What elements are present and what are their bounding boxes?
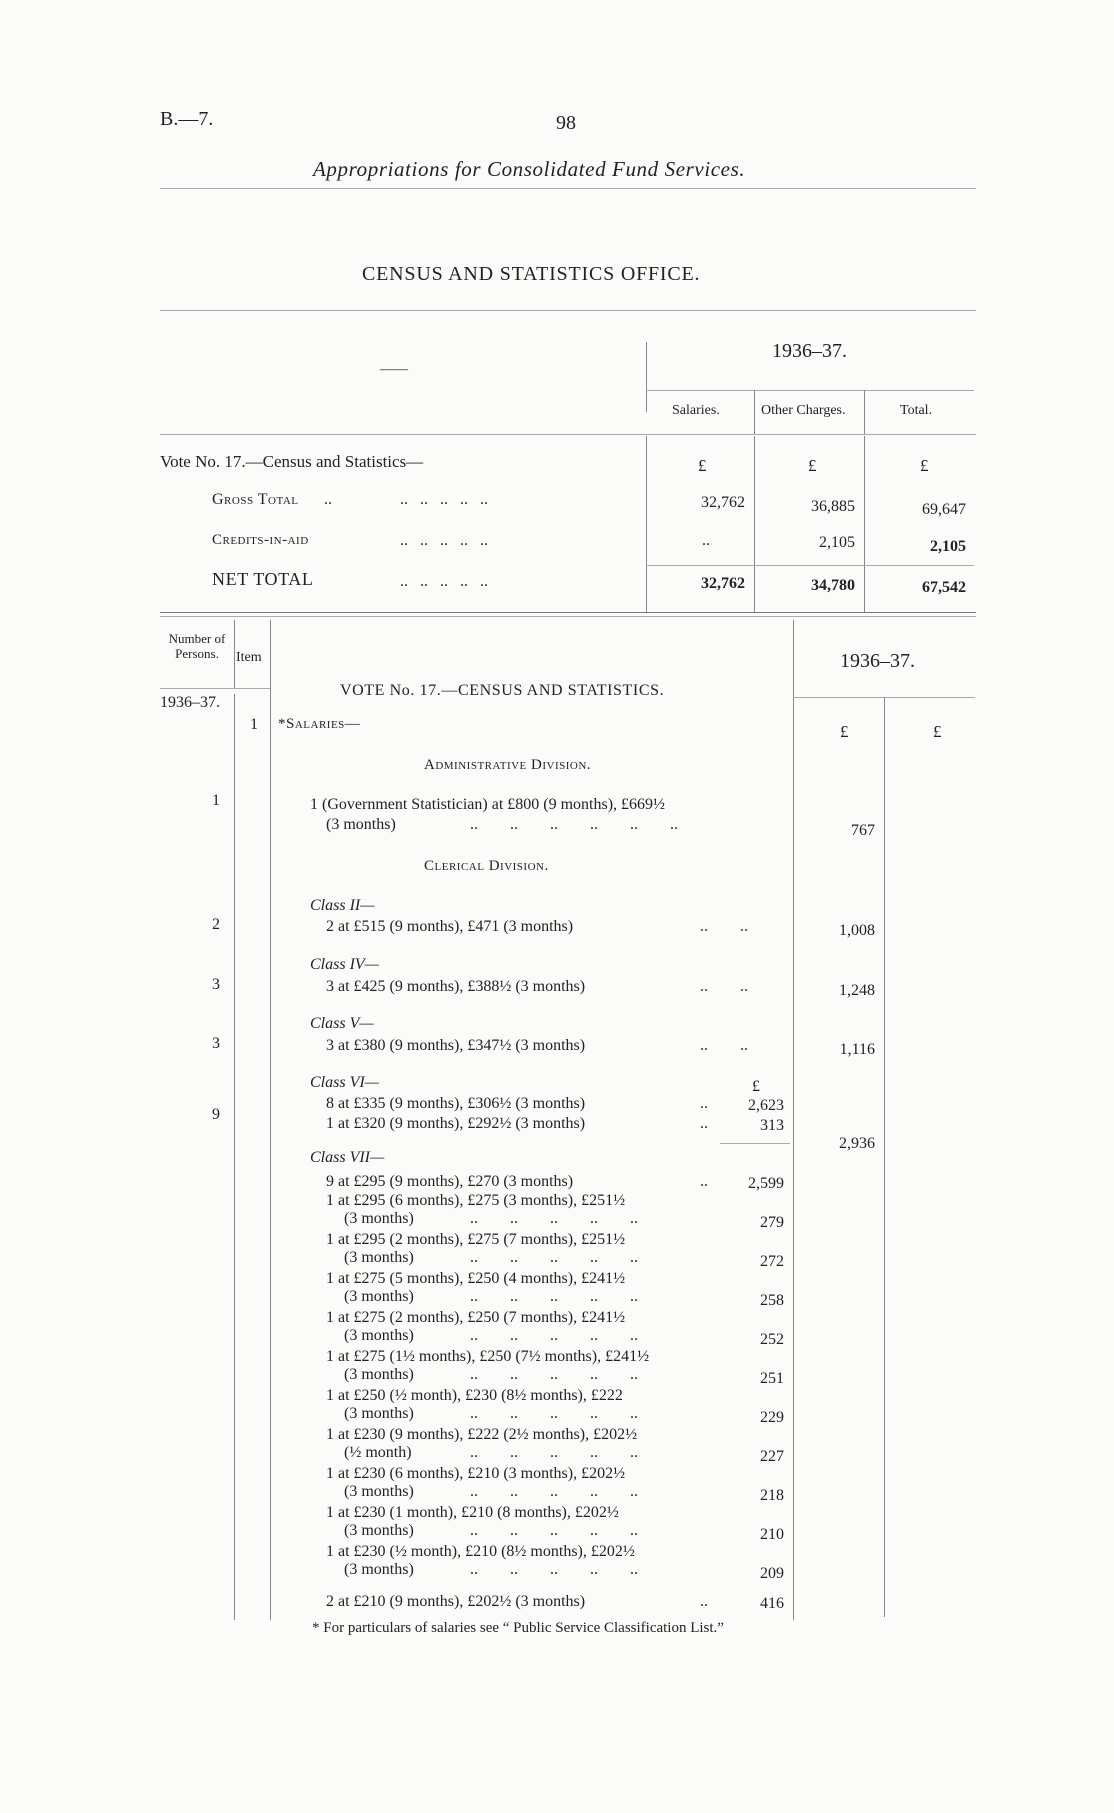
salaries-heading: *Salaries— [278, 716, 361, 732]
class-vii-entry: 1 at £230 (½ month), £210 (8½ months), £202½ [326, 1543, 635, 1560]
class-vii-entry: 1 at £230 (6 months), £210 (3 months), £202½ [326, 1465, 626, 1482]
leader-dots: .. .. .. .. .. [470, 1561, 638, 1578]
class-vi-entry-2: 1 at £320 (9 months), £292½ (3 months) [326, 1115, 586, 1132]
class-vii-entry-continuation: (3 months) [344, 1561, 414, 1578]
administrative-division-heading: Administrative Division. [424, 757, 592, 773]
leader-dots: .. [324, 491, 332, 508]
class-vi-value-2: 313 [760, 1117, 784, 1134]
leader-dots: .. .. .. .. .. [470, 1483, 638, 1500]
class-vii-value: 272 [760, 1253, 784, 1270]
class-vii-value: 251 [760, 1370, 784, 1387]
summary-bottom-rule [160, 612, 976, 613]
col-number-of-persons: Number of Persons. [168, 631, 226, 661]
admin-total: 767 [851, 822, 875, 839]
persons-year: 1936–37. [160, 694, 220, 711]
credits-salaries: .. [702, 532, 710, 549]
gross-total-total: 69,647 [922, 501, 966, 518]
class-vii-value: 252 [760, 1331, 784, 1348]
credits-in-aid-label: Credits-in-aid [212, 532, 309, 548]
admin-persons: 1 [212, 792, 220, 809]
admin-entry-line1: 1 (Government Statistician) at £800 (9 months), £669½ [310, 796, 666, 813]
class-vii-entry-continuation: (3 months) [344, 1366, 414, 1383]
summary-year-rule [646, 390, 974, 391]
class-vii-value: 209 [760, 1565, 784, 1582]
leader-dots: .. [700, 1173, 708, 1190]
leader-dots: .. .. .. .. .. [470, 1405, 638, 1422]
vote-title: VOTE No. 17.—CENSUS AND STATISTICS. [340, 682, 665, 699]
summary-col-line [754, 436, 755, 612]
header-rule [160, 188, 976, 189]
class-vii-entry: 9 at £295 (9 months), £270 (3 months) [326, 1173, 574, 1190]
class-vii-entry-continuation: (3 months) [344, 1405, 414, 1422]
col-item: Item [236, 650, 262, 665]
summary-bottom-rule [160, 616, 976, 617]
class-iv-entry: 3 at £425 (9 months), £388½ (3 months) [326, 978, 586, 995]
page-number: 98 [556, 112, 576, 134]
leader-dots: .. .. .. .. .. [400, 573, 488, 590]
currency-symbol: £ [933, 722, 942, 741]
class-vii-value: 258 [760, 1292, 784, 1309]
class-vii-entry: 1 at £295 (2 months), £275 (7 months), £251½ [326, 1231, 626, 1248]
office-title: CENSUS AND STATISTICS OFFICE. [362, 263, 701, 285]
class-ii-label: Class II— [310, 897, 375, 914]
leader-dots: .. .. .. .. .. [400, 491, 488, 508]
class-iv-label: Class IV— [310, 956, 379, 973]
footnote: * For particulars of salaries see “ Public Service Classification List.” [312, 1620, 724, 1636]
summary-divider [646, 342, 647, 412]
leader-dots: .. .. .. .. .. [470, 1249, 638, 1266]
summary-year: 1936–37. [772, 340, 847, 362]
class-vii-value: 218 [760, 1487, 784, 1504]
class-vi-entry-1: 8 at £335 (9 months), £306½ (3 months) [326, 1095, 586, 1112]
admin-entry-line2: (3 months) [326, 816, 396, 833]
col-line [270, 620, 271, 1620]
col-divider [754, 390, 755, 435]
net-total-other: 34,780 [811, 577, 855, 594]
class-iv-persons: 3 [212, 976, 220, 993]
currency-symbol: £ [920, 456, 929, 475]
class-vii-value: 227 [760, 1448, 784, 1465]
class-vii-value: 279 [760, 1214, 784, 1231]
class-vii-entry-continuation: (3 months) [344, 1483, 414, 1500]
credits-other: 2,105 [819, 534, 855, 551]
class-vi-value-1: 2,623 [748, 1097, 784, 1114]
currency-symbol: £ [840, 722, 849, 741]
class-ii-persons: 2 [212, 916, 220, 933]
class-v-label: Class V— [310, 1015, 374, 1032]
leader-dots: .. .. .. .. .. [470, 1210, 638, 1227]
class-vi-total: 2,936 [839, 1135, 875, 1152]
class-ii-total: 1,008 [839, 922, 875, 939]
title-rule [160, 310, 976, 311]
currency-symbol: £ [752, 1078, 760, 1095]
credits-total: 2,105 [930, 538, 966, 555]
class-vii-entry: 1 at £275 (5 months), £250 (4 months), £241½ [326, 1270, 626, 1287]
gross-total-label: Gross Total [212, 491, 299, 508]
leader-dots: .. .. .. .. .. [470, 1444, 638, 1461]
class-v-total: 1,116 [839, 1041, 875, 1058]
col-total: Total. [900, 403, 933, 418]
leader-dots: .. [700, 1095, 708, 1112]
leader-dots: .. .. .. .. .. [470, 1522, 638, 1539]
currency-symbol: £ [808, 456, 817, 475]
col-line [884, 697, 885, 1617]
leader-dots: .. [700, 1115, 708, 1132]
class-vii-entry: 1 at £295 (6 months), £275 (3 months), £251½ [326, 1192, 626, 1209]
net-total-label: NET TOTAL [212, 569, 314, 589]
class-vii-entry-continuation: (½ month) [344, 1444, 412, 1461]
class-vii-entry-continuation: (3 months) [344, 1288, 414, 1305]
class-v-persons: 3 [212, 1035, 220, 1052]
leader-dots: .. .. .. .. .. [400, 532, 488, 549]
net-total-salaries: 32,762 [701, 575, 745, 592]
item-number: 1 [250, 716, 258, 733]
class-vi-sum-rule [720, 1143, 790, 1144]
summary-col-line [864, 436, 865, 612]
class-vii-entry-continuation: (3 months) [344, 1249, 414, 1266]
class-vii-label: Class VII— [310, 1149, 385, 1166]
clerical-division-heading: Clerical Division. [424, 858, 549, 874]
leader-dots: .. .. [700, 1037, 748, 1054]
class-vii-value: 210 [760, 1526, 784, 1543]
class-vi-label: Class VI— [310, 1074, 379, 1091]
col-other-charges: Other Charges. [761, 403, 846, 418]
leader-dots: .. [700, 1593, 708, 1610]
class-vii-entry: 1 at £230 (9 months), £222 (2½ months), £202½ [326, 1426, 638, 1443]
class-v-entry: 3 at £380 (9 months), £347½ (3 months) [326, 1037, 586, 1054]
leader-dots: .. .. .. .. .. [470, 1366, 638, 1383]
summary-vote-label: Vote No. 17.—Census and Statistics— [160, 452, 424, 471]
col-line [234, 694, 235, 1620]
leader-dots: .. .. [700, 918, 748, 935]
net-total-rule [646, 565, 974, 566]
document-reference: B.—7. [160, 108, 214, 130]
page-subtitle: Appropriations for Consolidated Fund Services. [313, 157, 746, 181]
class-vii-entry-continuation: (3 months) [344, 1327, 414, 1344]
gross-total-other: 36,885 [811, 498, 855, 515]
col-line [793, 620, 794, 1620]
summary-col-line [646, 436, 647, 612]
class-vii-value: 416 [760, 1595, 784, 1612]
col-line [234, 620, 235, 688]
class-vii-entry-continuation: (3 months) [344, 1210, 414, 1227]
class-vi-persons: 9 [212, 1106, 220, 1123]
class-vii-entry: 1 at £275 (1½ months), £250 (7½ months), £241½ [326, 1348, 650, 1365]
class-ii-entry: 2 at £515 (9 months), £471 (3 months) [326, 918, 574, 935]
col-salaries: Salaries. [672, 403, 720, 418]
leader-dots: .. .. [700, 978, 748, 995]
class-vii-entry: 2 at £210 (9 months), £202½ (3 months) [326, 1593, 586, 1610]
class-vii-entry: 1 at £275 (2 months), £250 (7 months), £241½ [326, 1309, 626, 1326]
summary-head-rule [160, 434, 976, 435]
class-iv-total: 1,248 [839, 982, 875, 999]
col-head-rule [160, 688, 270, 689]
col-divider [864, 390, 865, 435]
class-vii-entry-continuation: (3 months) [344, 1522, 414, 1539]
net-total-total: 67,542 [922, 579, 966, 596]
currency-symbol: £ [698, 456, 707, 475]
leader-dots: .. .. .. .. .. .. [470, 816, 678, 833]
class-vii-entry: 1 at £230 (1 month), £210 (8 months), £202½ [326, 1504, 619, 1521]
gross-total-salaries: 32,762 [701, 494, 745, 511]
summary-dash: —— [380, 362, 408, 377]
leader-dots: .. .. .. .. .. [470, 1327, 638, 1344]
leader-dots: .. .. .. .. .. [470, 1288, 638, 1305]
detail-year: 1936–37. [840, 650, 915, 672]
class-vii-value: 2,599 [748, 1175, 784, 1192]
class-vii-entry: 1 at £250 (½ month), £230 (8½ months), £222 [326, 1387, 623, 1404]
class-vii-value: 229 [760, 1409, 784, 1426]
